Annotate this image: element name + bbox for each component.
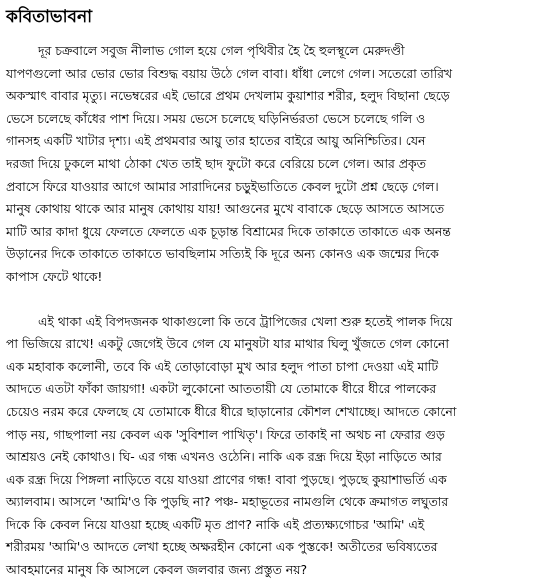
paragraph-2: [6, 311, 531, 582]
text-line: চেয়েও নরম করে ফেলছে যে তোমাকে ধীরে ধীরে ছাড়ানোর কৌশল শেখাচ্ছে। আদতে কোনো: [6, 403, 457, 419]
text-line: পা ভিজিয়ে রাখে! একটু জেগেই উবে গেল যে মানুষটা যার মাথার ঘিলু খুঁজতে গেল কোনো: [6, 336, 449, 352]
text-line: দূর চক্রবালে সবুজ নীলাভ গোল হয়ে গেল পৃথিবীর হৈ হৈ হুলস্থূলে মেরুদণ্ডী: [38, 43, 405, 58]
text-line: ভেসে চলেছে কাঁধের পাশ দিয়ে। সময় ভেসে চলেছে ঘড়িনির্ভরতা ভেসে চলেছে গলি ও: [6, 110, 426, 126]
text-line: এক রন্ধ্র দিয়ে পিঙ্গলা নাড়িতে বয়ে যাওয়া প্রাণের গন্ধ! বাবা পুড়ছে। পুড়ছে কুয়াশাভর্তি এক: [6, 471, 447, 487]
text-line: যাপণগুলো আর ভোর ভোর বিশুদ্ধ বয়ায় উঠে গেল বাবা। ধাঁধা লেগে গেল। সতেরো তারিখ: [6, 65, 453, 81]
text-line: আদতে এতটা ফাঁকা জায়গা! একটা লুকোনো আততায়ী যে তোমাকে ধীরে ধীরে পালকের: [6, 381, 437, 397]
text-line: মাটি আর কাদা ধুয়ে ফেলতে ফেলতে এক চূড়ান্ত বিশ্রামের দিকে তাকাতে তাকাতে এক অনন্ত: [6, 223, 451, 239]
text-line: এক মহাবাক কলোনী, তবে কি এই তোড়াবোড়া মুখ আর হলুদ পাতা চাপা দেওয়া এই মাটি: [6, 358, 439, 374]
text-line: কাপাস ফেটে থাকে!: [6, 268, 103, 284]
text-line: শরীরময় 'আমি'ও আদতে লেখা হচ্ছে অক্ষরহীন কোনো এক পুস্তকে! অতীতের ভবিষ্যতের: [6, 539, 438, 555]
text-line: অকস্মাৎ বাবার মৃত্যু। নভেম্বরের এই ভোরে প্রথম দেখলাম কুয়াশার শরীর, হলুদ বিছানা ছেড়ে: [6, 88, 450, 104]
text-line: আশ্রয়ও নেই কোথাও। ঘি- এর গন্ধ এখনও ওঠেনি। নাকি এক রন্ধ্র দিয়ে ইড়া নাড়িতে আর: [6, 449, 442, 465]
text-line: গানসহ একটি খাটার দৃশ্য। এই প্রথমবার আয়ু তার হাতের বাইরে আয়ু অনিশ্চিতির। যেন: [6, 133, 426, 149]
text-line: অ্যালবাম। আসলে 'আমি'ও কি পুড়ছি না? পঞ্চ- মহাভূতের নামগুলি থেকে ক্রমাগত লঘুতার: [6, 494, 449, 510]
text-line: দিকে কি কেবল নিয়ে যাওয়া হচ্ছে একটি মৃত প্রাণ? নাকি এই প্রত্যক্ষ্যগোচর 'আমি' এই: [6, 516, 425, 532]
paragraph-1: [6, 40, 531, 289]
text-line: আবহমানের মানুষ কি আসলে কেবল জলবার জন্য প্রস্তুত নয়?: [6, 562, 308, 578]
text-line: পাড় নয়, গাছপালা নয় কেবল এক 'সুবিশাল পাখিতৃ'। ফিরে তাকাই না অথচ না ফেরার গুড়: [6, 426, 445, 442]
text-line: উড়ানের দিকে তাকাতে তাকাতে ভাবছিলাম সত্যিই কি দূরে অন্য কোনও এক জন্মের দিকে: [6, 246, 439, 262]
text-line: দরজা দিয়ে ঢুকলে মাথা ঠোকা খেত তাই ছাদ ফুটো করে বেরিয়ে চলে গেল। আর প্রকৃত: [6, 155, 426, 171]
poem-title: কবিতাভাবনা: [6, 7, 93, 27]
text-line: এই থাকা এই বিপদজনক থাকাগুলো কি তবে ট্রাপিজের খেলা শুরু হতেই পালক দিয়ে: [38, 313, 453, 329]
text-line: মানুষ কোথায় থাকে আর মানুষ কোথায় যায়! আগুনের মুখে বাবাকে ছেড়ে আসতে আসতে: [6, 201, 445, 217]
paragraph-gap: [6, 289, 531, 311]
text-line: প্রবাসে ফিরে যাওয়ার আগে আমার সারাদিনের চড়ুইভাতিতে কেবল দুটো প্রশ্ন ছেড়ে গেল।: [6, 178, 439, 194]
